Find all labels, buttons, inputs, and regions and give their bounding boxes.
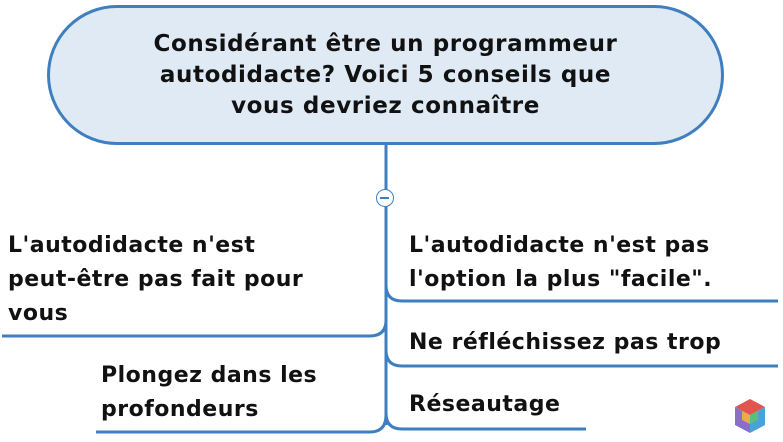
central-topic-label: Considérant être un programmeur autodidacte? Voici 5 conseils que vous devriez connaître	[153, 30, 618, 119]
topic-right-1[interactable]: L'autodidacte n'est pas l'option la plus "facile".	[409, 233, 713, 292]
topic-left-2[interactable]: Plongez dans les profondeurs	[101, 363, 318, 422]
topic-left-1[interactable]: L'autodidacte n'est peut-être pas fait pour vous	[8, 233, 304, 326]
topic-right-2[interactable]: Ne réfléchissez pas trop	[409, 330, 722, 355]
minus-circle-icon[interactable]	[376, 189, 394, 207]
topic-right-3[interactable]: Réseautage	[409, 392, 561, 417]
cube-logo-icon	[733, 397, 767, 435]
